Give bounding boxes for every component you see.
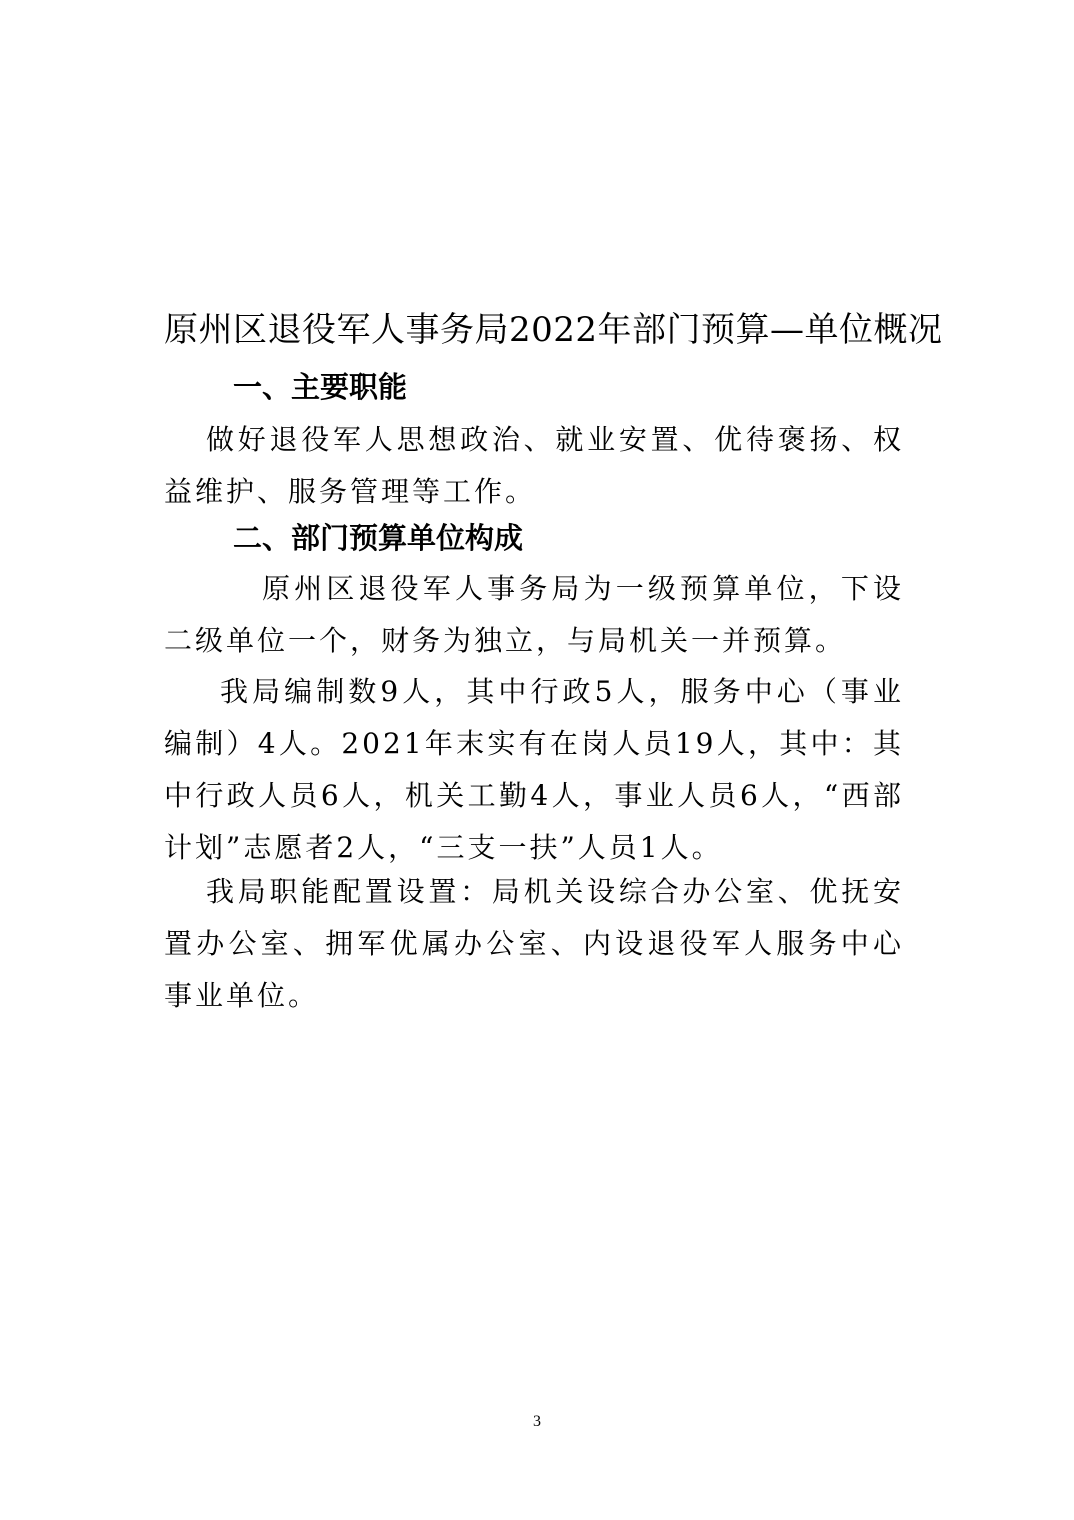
page-number: 3 [533,1413,541,1430]
paragraph-organization: 我局职能配置设置：局机关设综合办公室、优抚安置办公室、拥军优属办公室、内设退役军人服务中心事业单位。 [164,875,904,1012]
document-title: 原州区退役军人事务局2022年部门预算—单位概况 [164,310,943,350]
section-heading-budget-units: 二、部门预算单位构成 [233,521,524,555]
paragraph-staffing: 我局编制数9人，其中行政5人，服务中心（事业编制）4人。2021年末实有在岗人员19人，其中：其中行政人员6人，机关工勤4人，事业人员6人，“西部计划”志愿者2人，“三支一扶”人员1人。 [164,675,904,864]
paragraph-budget-units: 原州区退役军人事务局为一级预算单位，下设二级单位一个，财务为独立，与局机关一并预算。 [164,572,904,657]
section-heading-main-functions: 一、主要职能 [233,370,408,404]
paragraph-main-functions: 做好退役军人思想政治、就业安置、优待褒扬、权益维护、服务管理等工作。 [164,423,904,508]
